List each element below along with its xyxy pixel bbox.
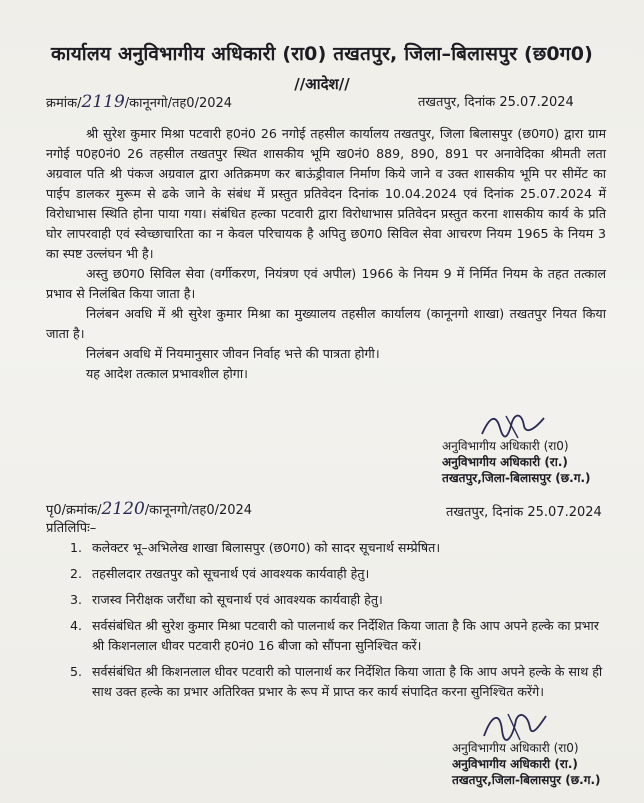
- paragraph-2: अस्तु छ0ग0 सिविल सेवा (वर्गीकरण, नियंत्रण एवं अपील) 1966 के नियम 9 में निर्मित नियम के तहत तत्काल प्रभाव से निलंबित किया जाता है।: [46, 266, 606, 301]
- handwritten-number: 2120: [101, 499, 145, 519]
- paragraph-5: यह आदेश तत्काल प्रभावशील होगा।: [86, 366, 248, 381]
- ref-prefix: क्रमांक/: [46, 96, 82, 111]
- list-item: 1. कलेक्टर भू–अभिलेख शाखा बिलासपुर (छ0ग0) को सादर सूचनार्थ सम्प्रेषित।: [70, 540, 441, 555]
- order-date-2: तखतपुर, दिनांक 25.07.2024: [446, 505, 602, 520]
- signature-block-1: [442, 438, 591, 486]
- seal-title: अनुविभागीय अधिकारी (रा.): [442, 455, 568, 469]
- ref-suffix: /कानूनगो/तह0/2024: [124, 96, 233, 111]
- signatory-title: अनुविभागीय अधिकारी (रा0): [452, 741, 579, 755]
- seal-location: तखतपुर,जिला-बिलासपुर (छ.ग.): [442, 471, 591, 485]
- order-body: [46, 124, 606, 384]
- list-item: 5. सर्वसंबंधित श्री किशनलाल धीवर पटवारी को पालनार्थ कर निर्देशित किया जाता है कि आप अपने हल्के के साथ ही साथ उक्त हल्के का प्रभार अतिरिक्त प्रभार के रूप में प्राप्त कर कार्य संपादित करना सुनिश्चित करेंगे।: [70, 664, 603, 699]
- seal-location: तखतपुर,जिला-बिलासपुर (छ.ग.): [452, 773, 601, 787]
- signatory-title: अनुविभागीय अधिकारी (रा0): [442, 439, 569, 453]
- order-heading: //आदेश//: [294, 75, 350, 93]
- handwritten-number: 2119: [81, 92, 125, 112]
- signature-scribble-2: [478, 708, 550, 744]
- list-item: 2. तहसीलदार तखतपुर को सूचनार्थ एवं आवश्यक कार्यवाही हेतु।: [70, 566, 370, 581]
- reference-number-1: [46, 92, 232, 112]
- paragraph-3: निलंबन अवधि में श्री सुरेश कुमार मिश्रा का मुख्यालय तहसील कार्यालय (कानूनगो शाखा) तखतपुर नियत किया जाता है।: [46, 306, 606, 341]
- ref-prefix: पृ0/क्रमांक/: [46, 503, 102, 518]
- list-item: 4. सर्वसंबंधित श्री सुरेश कुमार मिश्रा पटवारी को पालनार्थ कर निर्देशित किया जाता है कि आप अपने हल्के का प्रभार श्री किशनलाल धीवर पटवारी ह0नं0 16 बीजा को सौंपना सुनिश्चित करें।: [70, 618, 599, 653]
- order-date-1: तखतपुर, दिनांक 25.07.2024: [418, 95, 574, 110]
- copy-list: [70, 538, 612, 708]
- copy-label: प्रतिलिपिः–: [46, 521, 97, 536]
- office-title: कार्यालय अनुविभागीय अधिकारी (रा0) तखतपुर, जिला–बिलासपुर (छ0ग0): [50, 43, 594, 65]
- ref-suffix: /कानूनगो/तह0/2024: [144, 503, 253, 518]
- reference-number-2: [46, 499, 252, 519]
- paragraph-4: निलंबन अवधि में नियमानुसार जीवन निर्वाह भत्ते की पात्रता होगी।: [86, 346, 380, 361]
- list-item: 3. राजस्व निरीक्षक जरौंधा को सूचनार्थ एवं आवश्यक कार्यवाही हेतु।: [70, 592, 383, 607]
- signature-block-2: [452, 740, 601, 788]
- seal-title: अनुविभागीय अधिकारी (रा.): [452, 757, 578, 771]
- signature-scribble-1: [478, 408, 548, 442]
- paragraph-1: श्री सुरेश कुमार मिश्रा पटवारी ह0नं0 26 नगोई तहसील कार्यालय तखतपुर, जिला बिलासपुर (छ0ग0) द्वारा ग्राम नगोई प0ह0नं0 26 तहसील तखतपुर स्थित शासकीय भूमि ख0नं0 889, 890, 891 पर अनावेदिका श्रीमती लता अग्रवाल पति श्री पंकज अग्रवाल द्वारा अतिक्रमण कर बाऊंड्रीवाल निर्माण किये जाने व उक्त शासकीय भूमि पर सीमेंट का पाईप डालकर मुरूम से ढके जाने के संबंध में प्रस्तुत प्रतिवेदन दिनांक 10.04.2024 एवं दिनांक 25.07.2024 में विरोधाभास स्थिति होना पाया गया। संबंधित हल्का पटवारी द्वारा विरोधाभास प्रतिवेदन प्रस्तुत करना शासकीय कार्य के प्रति घोर लापरवाही एवं स्वेच्छाचारिता का न केवल परिचायक है अपितु छ0ग0 सिविल सेवा आचरण नियम 1965 के नियम 3 का स्पष्ट उल्लंघन भी है।: [46, 126, 606, 261]
